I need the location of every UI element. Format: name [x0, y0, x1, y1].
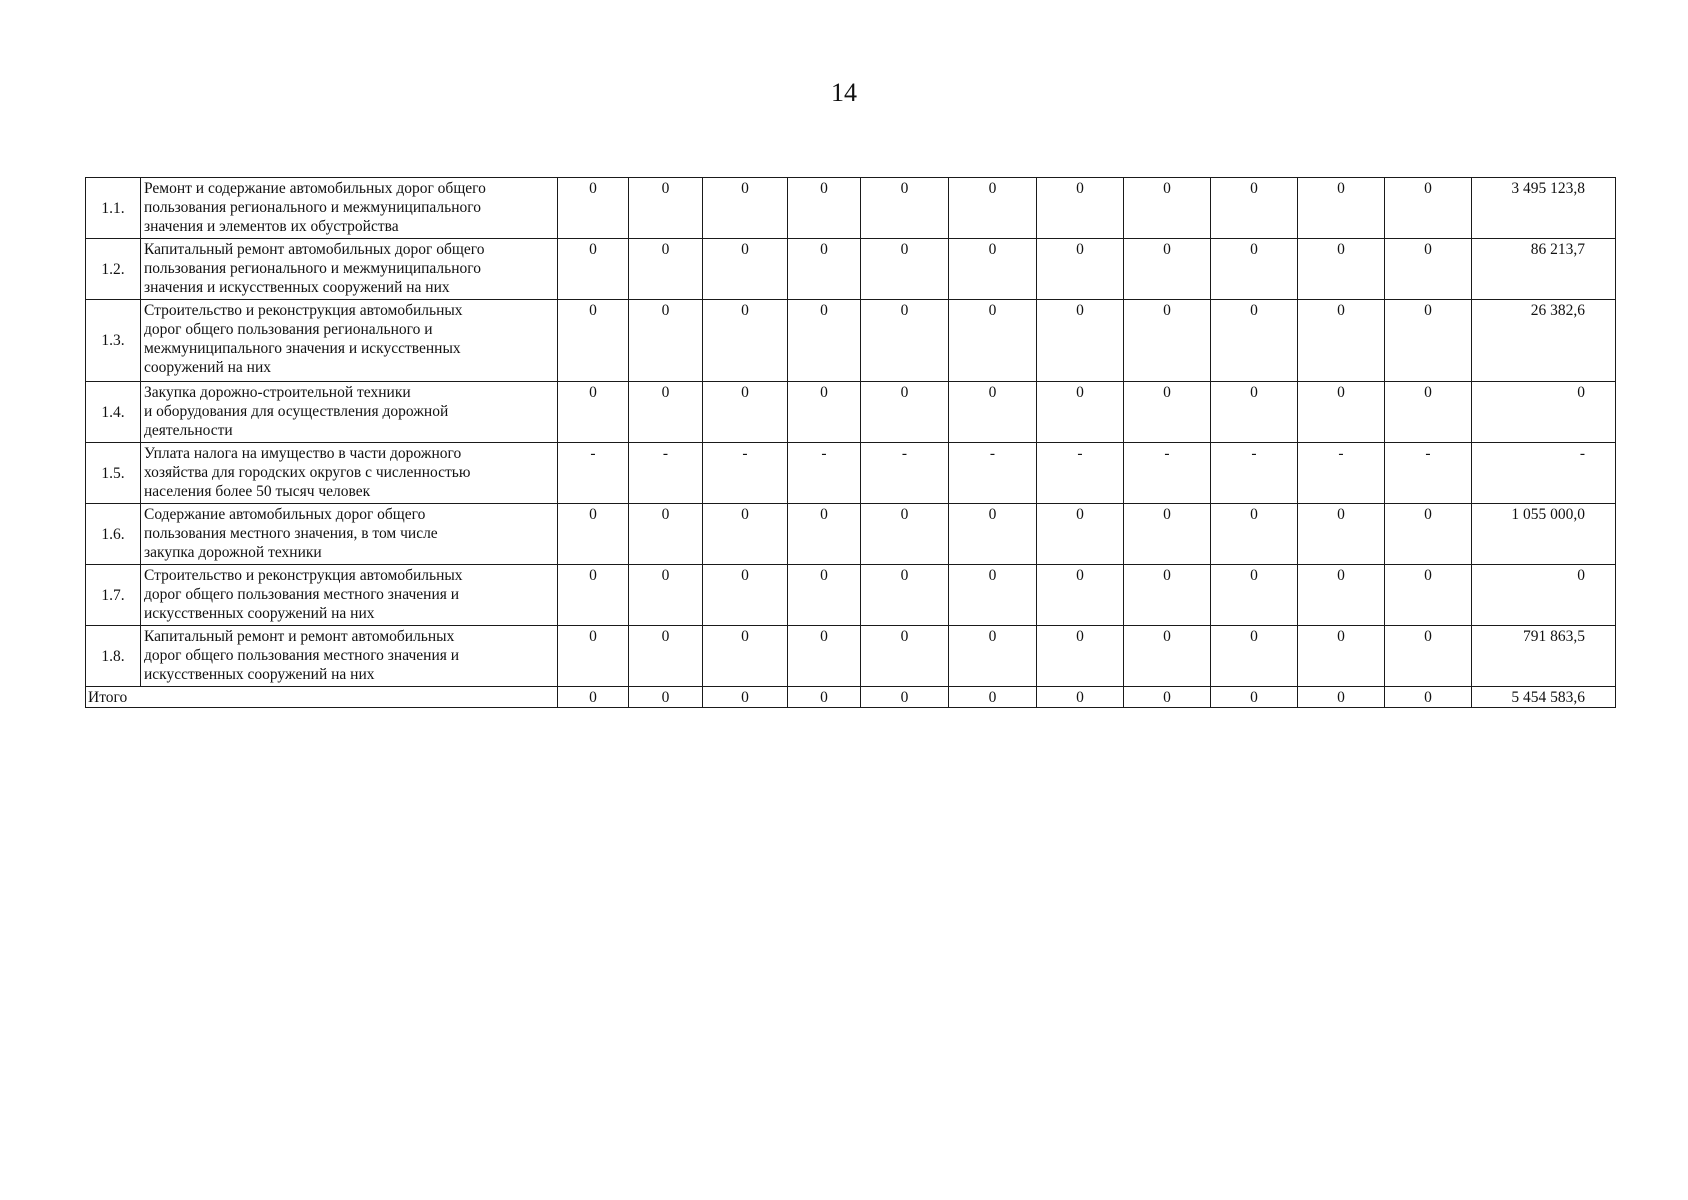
value-cell: 0 — [1037, 626, 1124, 687]
total-cell: 3 495 123,8 — [1472, 178, 1616, 239]
value-cell: 0 — [788, 565, 861, 626]
row-name — [141, 178, 558, 239]
row-name-line: искусственных сооружений на них — [144, 666, 375, 683]
row-name-line: Содержание автомобильных дорог общего — [144, 506, 426, 523]
row-number: 1.2. — [86, 239, 141, 300]
row-name-line: Капитальный ремонт и ремонт автомобильных — [144, 628, 455, 645]
value-cell: 0 — [788, 239, 861, 300]
value-cell: 0 — [861, 300, 949, 382]
value-cell: 0 — [861, 382, 949, 443]
row-name-line: Закупка дорожно-строительной техники — [144, 384, 411, 401]
value-cell: 0 — [1037, 300, 1124, 382]
value-cell: 0 — [1385, 382, 1472, 443]
total-value-cell: 0 — [1037, 687, 1124, 708]
value-cell: 0 — [558, 565, 629, 626]
value-cell: 0 — [949, 382, 1037, 443]
value-cell: 0 — [1211, 300, 1298, 382]
value-cell: 0 — [629, 565, 703, 626]
value-cell: 0 — [788, 626, 861, 687]
page-number: 14 — [831, 78, 857, 107]
value-cell: 0 — [1385, 300, 1472, 382]
row-name — [141, 443, 558, 504]
table-row — [86, 504, 1616, 565]
value-cell: 0 — [703, 178, 788, 239]
value-cell: 0 — [1211, 565, 1298, 626]
value-cell: 0 — [1037, 504, 1124, 565]
value-cell: 0 — [1298, 382, 1385, 443]
total-value-cell: 0 — [1298, 687, 1385, 708]
table-row — [86, 300, 1616, 382]
value-cell: 0 — [1211, 178, 1298, 239]
value-cell: 0 — [788, 178, 861, 239]
grand-total-cell: 5 454 583,6 — [1472, 687, 1616, 708]
value-cell: 0 — [1124, 178, 1211, 239]
value-cell: - — [558, 443, 629, 504]
value-cell: 0 — [1037, 239, 1124, 300]
row-name-line: населения более 50 тысяч человек — [144, 483, 371, 500]
value-cell: 0 — [629, 382, 703, 443]
row-name-line: дорог общего пользования местного значения и — [144, 586, 460, 603]
value-cell: 0 — [1211, 626, 1298, 687]
value-cell: 0 — [861, 504, 949, 565]
total-cell: 0 — [1472, 565, 1616, 626]
total-value-cell: 0 — [788, 687, 861, 708]
row-number: 1.4. — [86, 382, 141, 443]
value-cell: 0 — [703, 626, 788, 687]
value-cell: 0 — [1211, 239, 1298, 300]
value-cell: 0 — [1124, 504, 1211, 565]
value-cell: 0 — [1298, 239, 1385, 300]
row-number: 1.7. — [86, 565, 141, 626]
value-cell: 0 — [558, 178, 629, 239]
value-cell: 0 — [1124, 565, 1211, 626]
value-cell: 0 — [1385, 239, 1472, 300]
value-cell: 0 — [1211, 504, 1298, 565]
value-cell: 0 — [558, 382, 629, 443]
row-number: 1.6. — [86, 504, 141, 565]
value-cell: 0 — [1385, 504, 1472, 565]
value-cell: - — [1298, 443, 1385, 504]
value-cell: 0 — [1385, 626, 1472, 687]
value-cell: 0 — [558, 504, 629, 565]
value-cell: 0 — [1124, 239, 1211, 300]
table-row — [86, 443, 1616, 504]
value-cell: 0 — [629, 504, 703, 565]
value-cell: 0 — [1037, 382, 1124, 443]
value-cell: 0 — [861, 626, 949, 687]
table-row — [86, 178, 1616, 239]
total-cell: 791 863,5 — [1472, 626, 1616, 687]
total-cell: 1 055 000,0 — [1472, 504, 1616, 565]
row-name-line: Ремонт и содержание автомобильных дорог общего — [144, 180, 486, 197]
row-number: 1.8. — [86, 626, 141, 687]
total-value-cell: 0 — [861, 687, 949, 708]
value-cell: 0 — [1211, 382, 1298, 443]
row-number: 1.1. — [86, 178, 141, 239]
value-cell: 0 — [949, 239, 1037, 300]
value-cell: 0 — [949, 300, 1037, 382]
row-name-line: пользования регионального и межмуниципального — [144, 199, 481, 216]
value-cell: - — [788, 443, 861, 504]
total-cell: 86 213,7 — [1472, 239, 1616, 300]
table-row — [86, 239, 1616, 300]
table-body — [86, 178, 1616, 708]
row-name-line: значения и искусственных сооружений на них — [144, 279, 450, 296]
row-name-line: Строительство и реконструкция автомобильных — [144, 302, 463, 319]
value-cell: 0 — [1037, 565, 1124, 626]
value-cell: - — [1385, 443, 1472, 504]
row-name — [141, 565, 558, 626]
value-cell: 0 — [1124, 382, 1211, 443]
value-cell: - — [1037, 443, 1124, 504]
row-number: 1.3. — [86, 300, 141, 382]
value-cell: 0 — [949, 504, 1037, 565]
row-name-line: деятельности — [144, 422, 233, 439]
total-cell: 0 — [1472, 382, 1616, 443]
row-name-line: и оборудования для осуществления дорожной — [144, 403, 449, 420]
value-cell: 0 — [861, 239, 949, 300]
value-cell: 0 — [703, 504, 788, 565]
value-cell: 0 — [949, 565, 1037, 626]
value-cell: 0 — [1385, 178, 1472, 239]
row-name-line: сооружений на них — [144, 359, 272, 376]
value-cell: 0 — [1298, 565, 1385, 626]
value-cell: 0 — [1124, 626, 1211, 687]
row-name-line: пользования регионального и межмуниципального — [144, 260, 481, 277]
row-name — [141, 504, 558, 565]
row-name-line: искусственных сооружений на них — [144, 605, 375, 622]
value-cell: 0 — [949, 178, 1037, 239]
budget-table — [85, 177, 1616, 708]
row-name — [141, 239, 558, 300]
table-total-row — [86, 687, 1616, 708]
total-cell: - — [1472, 443, 1616, 504]
value-cell: 0 — [788, 300, 861, 382]
total-value-cell: 0 — [1124, 687, 1211, 708]
value-cell: 0 — [629, 239, 703, 300]
row-name — [141, 300, 558, 382]
value-cell: 0 — [1298, 504, 1385, 565]
value-cell: - — [1124, 443, 1211, 504]
total-value-cell: 0 — [1385, 687, 1472, 708]
value-cell: - — [861, 443, 949, 504]
total-value-cell: 0 — [949, 687, 1037, 708]
row-name-line: дорог общего пользования местного значения и — [144, 647, 460, 664]
row-number: 1.5. — [86, 443, 141, 504]
value-cell: 0 — [861, 565, 949, 626]
row-name — [141, 626, 558, 687]
row-name-line: Уплата налога на имущество в части дорожного — [144, 445, 462, 462]
value-cell: - — [949, 443, 1037, 504]
value-cell: 0 — [1037, 178, 1124, 239]
table-row — [86, 382, 1616, 443]
value-cell: 0 — [1298, 626, 1385, 687]
value-cell: 0 — [788, 504, 861, 565]
value-cell: 0 — [861, 178, 949, 239]
value-cell: 0 — [703, 239, 788, 300]
row-name — [141, 382, 558, 443]
row-name-line: закупка дорожной техники — [144, 544, 322, 561]
value-cell: 0 — [558, 239, 629, 300]
row-name-line: значения и элементов их обустройства — [144, 218, 399, 235]
total-value-cell: 0 — [1211, 687, 1298, 708]
row-name-line: дорог общего пользования регионального и — [144, 321, 433, 338]
total-cell: 26 382,6 — [1472, 300, 1616, 382]
row-name-line: хозяйства для городских округов с численностью — [144, 464, 471, 481]
value-cell: 0 — [1298, 300, 1385, 382]
total-label: Итого — [86, 687, 558, 708]
value-cell: 0 — [1298, 178, 1385, 239]
total-value-cell: 0 — [629, 687, 703, 708]
total-value-cell: 0 — [703, 687, 788, 708]
value-cell: 0 — [788, 382, 861, 443]
value-cell: 0 — [558, 626, 629, 687]
row-name-line: Капитальный ремонт автомобильных дорог общего — [144, 241, 485, 258]
value-cell: 0 — [629, 300, 703, 382]
value-cell: - — [1211, 443, 1298, 504]
value-cell: 0 — [558, 300, 629, 382]
value-cell: 0 — [703, 565, 788, 626]
value-cell: 0 — [949, 626, 1037, 687]
table-row — [86, 626, 1616, 687]
value-cell: 0 — [1385, 565, 1472, 626]
value-cell: 0 — [629, 178, 703, 239]
row-name-line: межмуниципального значения и искусственных — [144, 340, 461, 357]
value-cell: 0 — [703, 300, 788, 382]
total-value-cell: 0 — [558, 687, 629, 708]
table-row — [86, 565, 1616, 626]
value-cell: 0 — [703, 382, 788, 443]
value-cell: - — [629, 443, 703, 504]
value-cell: 0 — [629, 626, 703, 687]
value-cell: 0 — [1124, 300, 1211, 382]
row-name-line: Строительство и реконструкция автомобильных — [144, 567, 463, 584]
row-name-line: пользования местного значения, в том числе — [144, 525, 438, 542]
value-cell: - — [703, 443, 788, 504]
